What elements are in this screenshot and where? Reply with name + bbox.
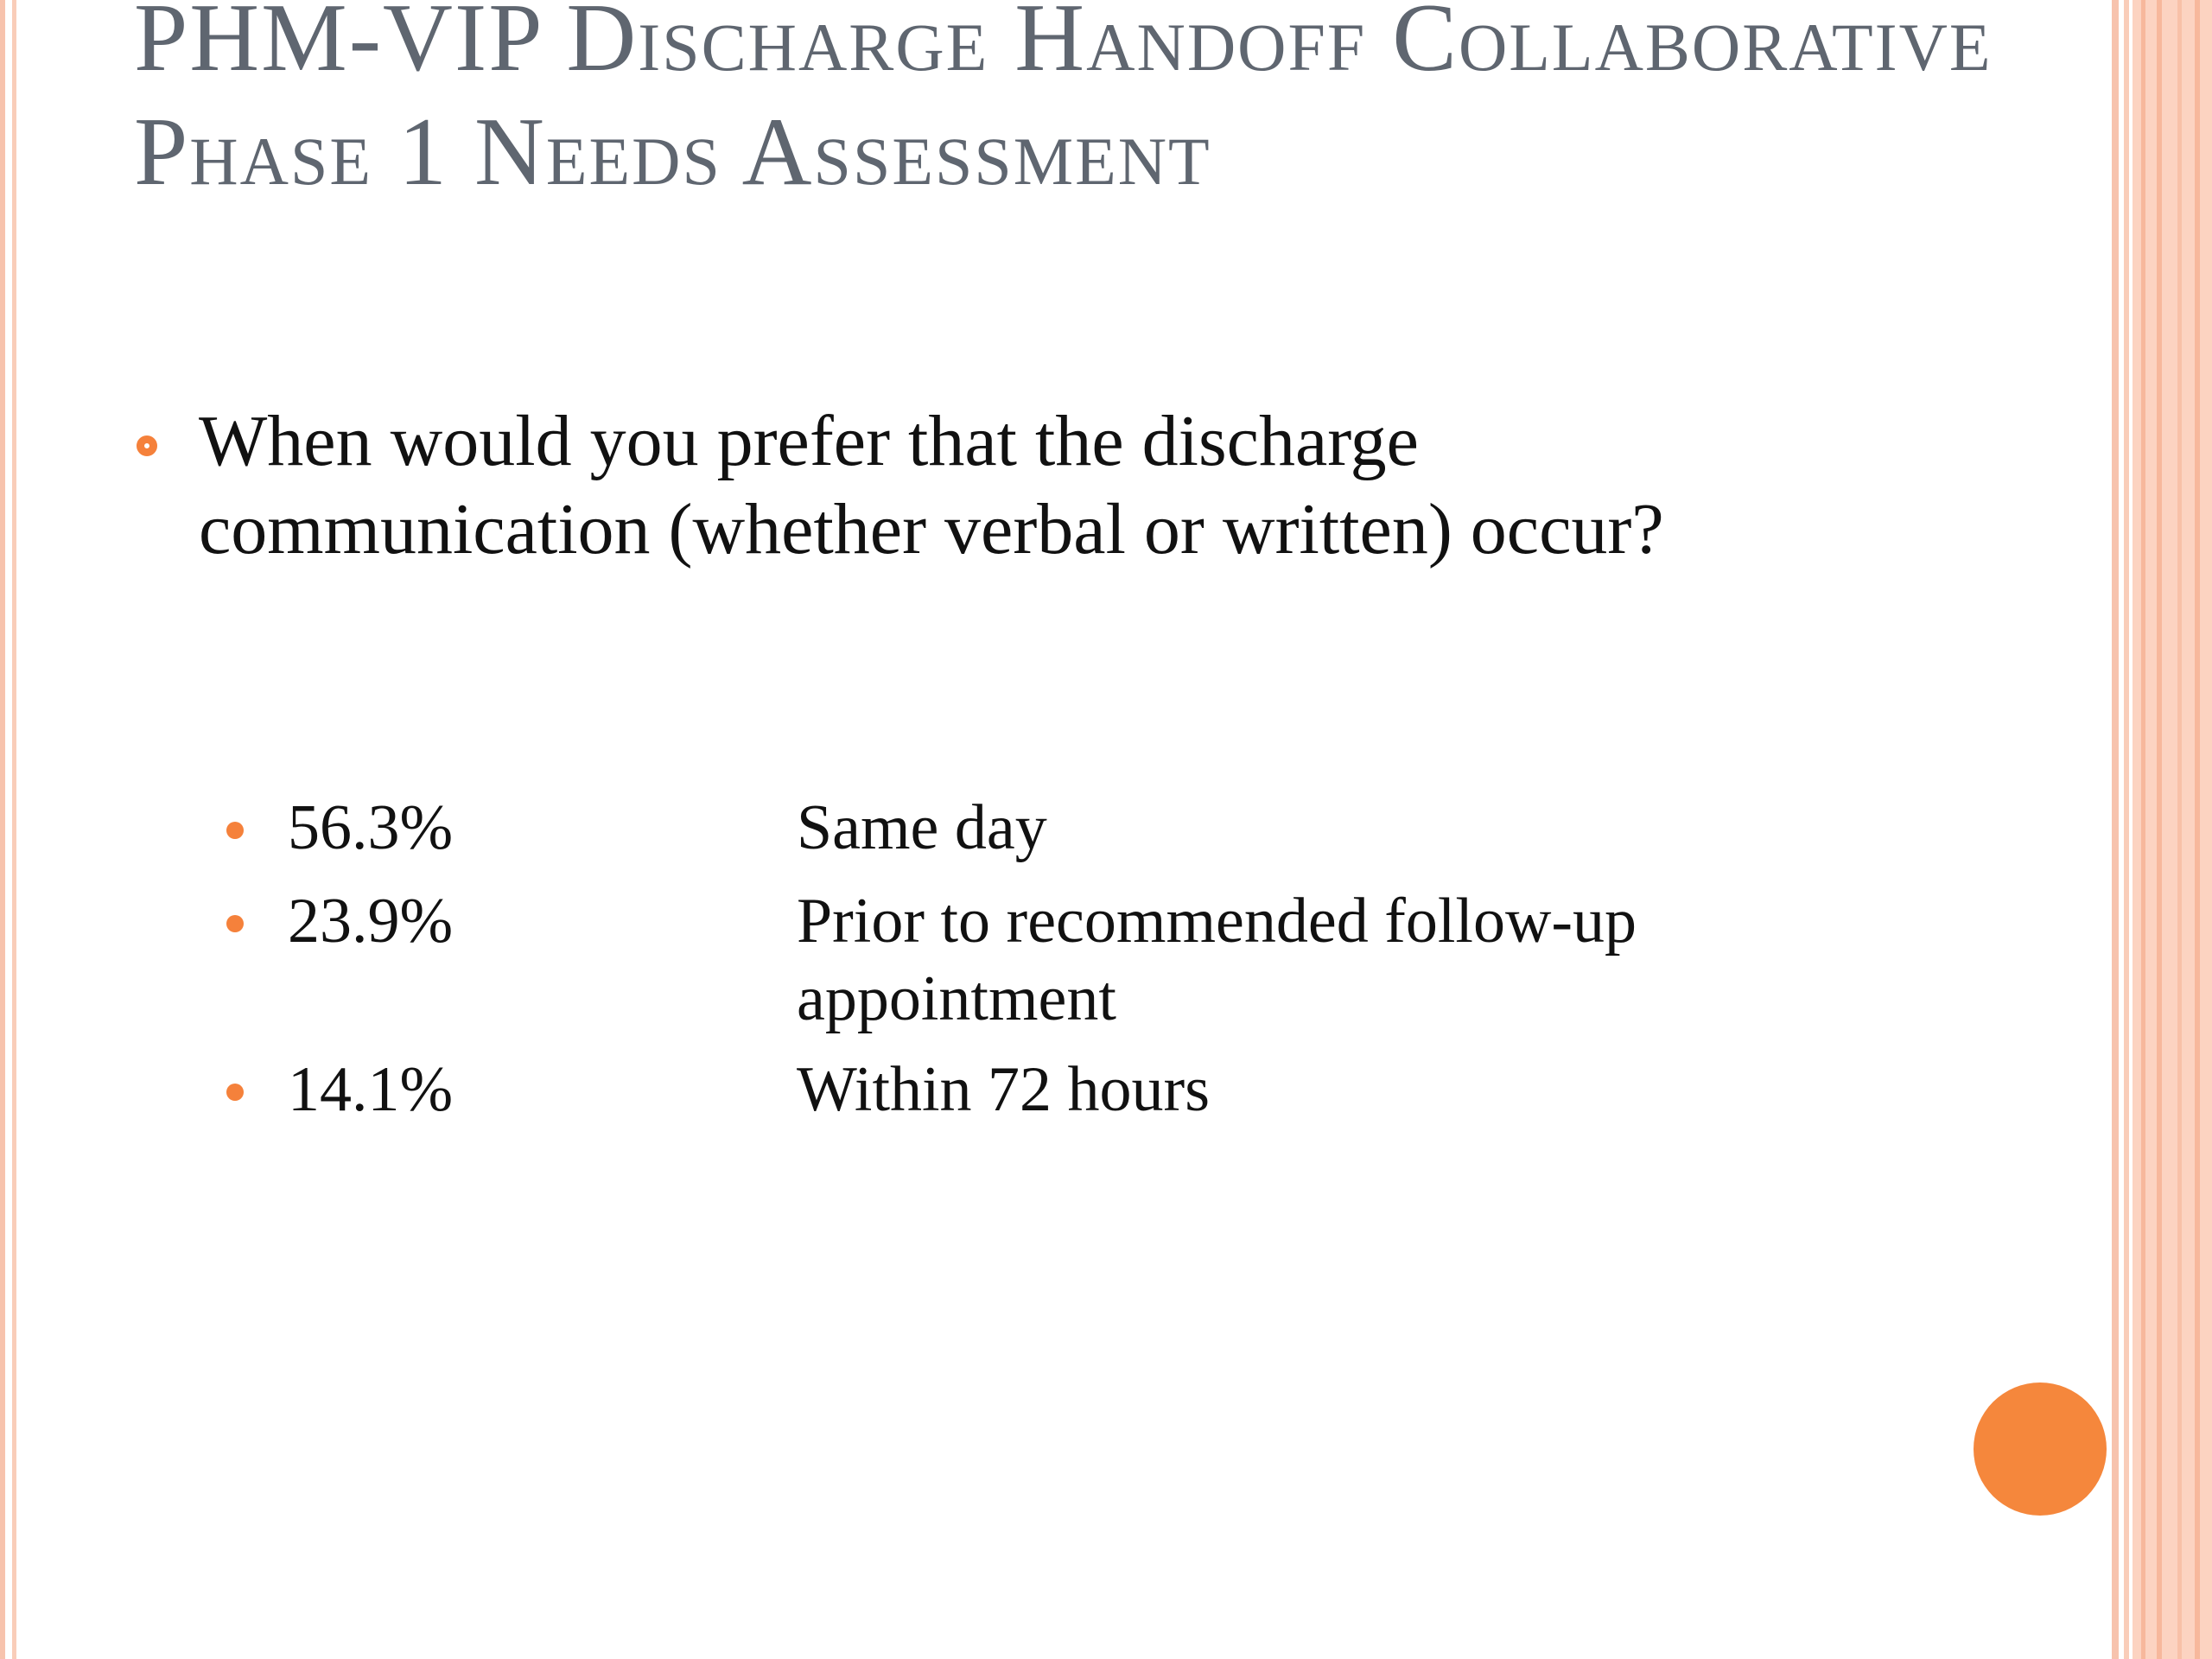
answer-percent: 23.9%: [288, 886, 454, 957]
frame-line: [2177, 0, 2182, 1659]
frame-line: [2195, 0, 2200, 1659]
answer-label: Within 72 hours: [797, 1054, 1211, 1125]
answer-label: Same day: [797, 792, 1047, 863]
question-text: When would you prefer that the discharge communication (whether verbal or written) occur?: [199, 401, 1664, 569]
frame-line: [0, 0, 5, 1659]
bullet-dot-icon: [226, 1084, 244, 1101]
frame-line: [2141, 0, 2145, 1659]
bullet-dot-icon: [226, 915, 244, 932]
slide-title: PHM-VIP Discharge Handoff Collaborative Phase 1 Needs Assessment: [134, 0, 1993, 206]
answer-label: Prior to recommended follow-up appointment: [797, 886, 1637, 1034]
answer-percent: 14.1%: [288, 1054, 454, 1125]
hollow-circle-bullet-icon: [137, 435, 157, 456]
answer-percent: 56.3%: [288, 792, 454, 863]
frame-line: [12, 0, 16, 1659]
frame-line: [2124, 0, 2129, 1659]
bullet-dot-icon: [226, 822, 244, 839]
frame-line: [2112, 0, 2119, 1659]
orange-circle-decoration: [1974, 1382, 2107, 1516]
frame-line: [2157, 0, 2162, 1659]
